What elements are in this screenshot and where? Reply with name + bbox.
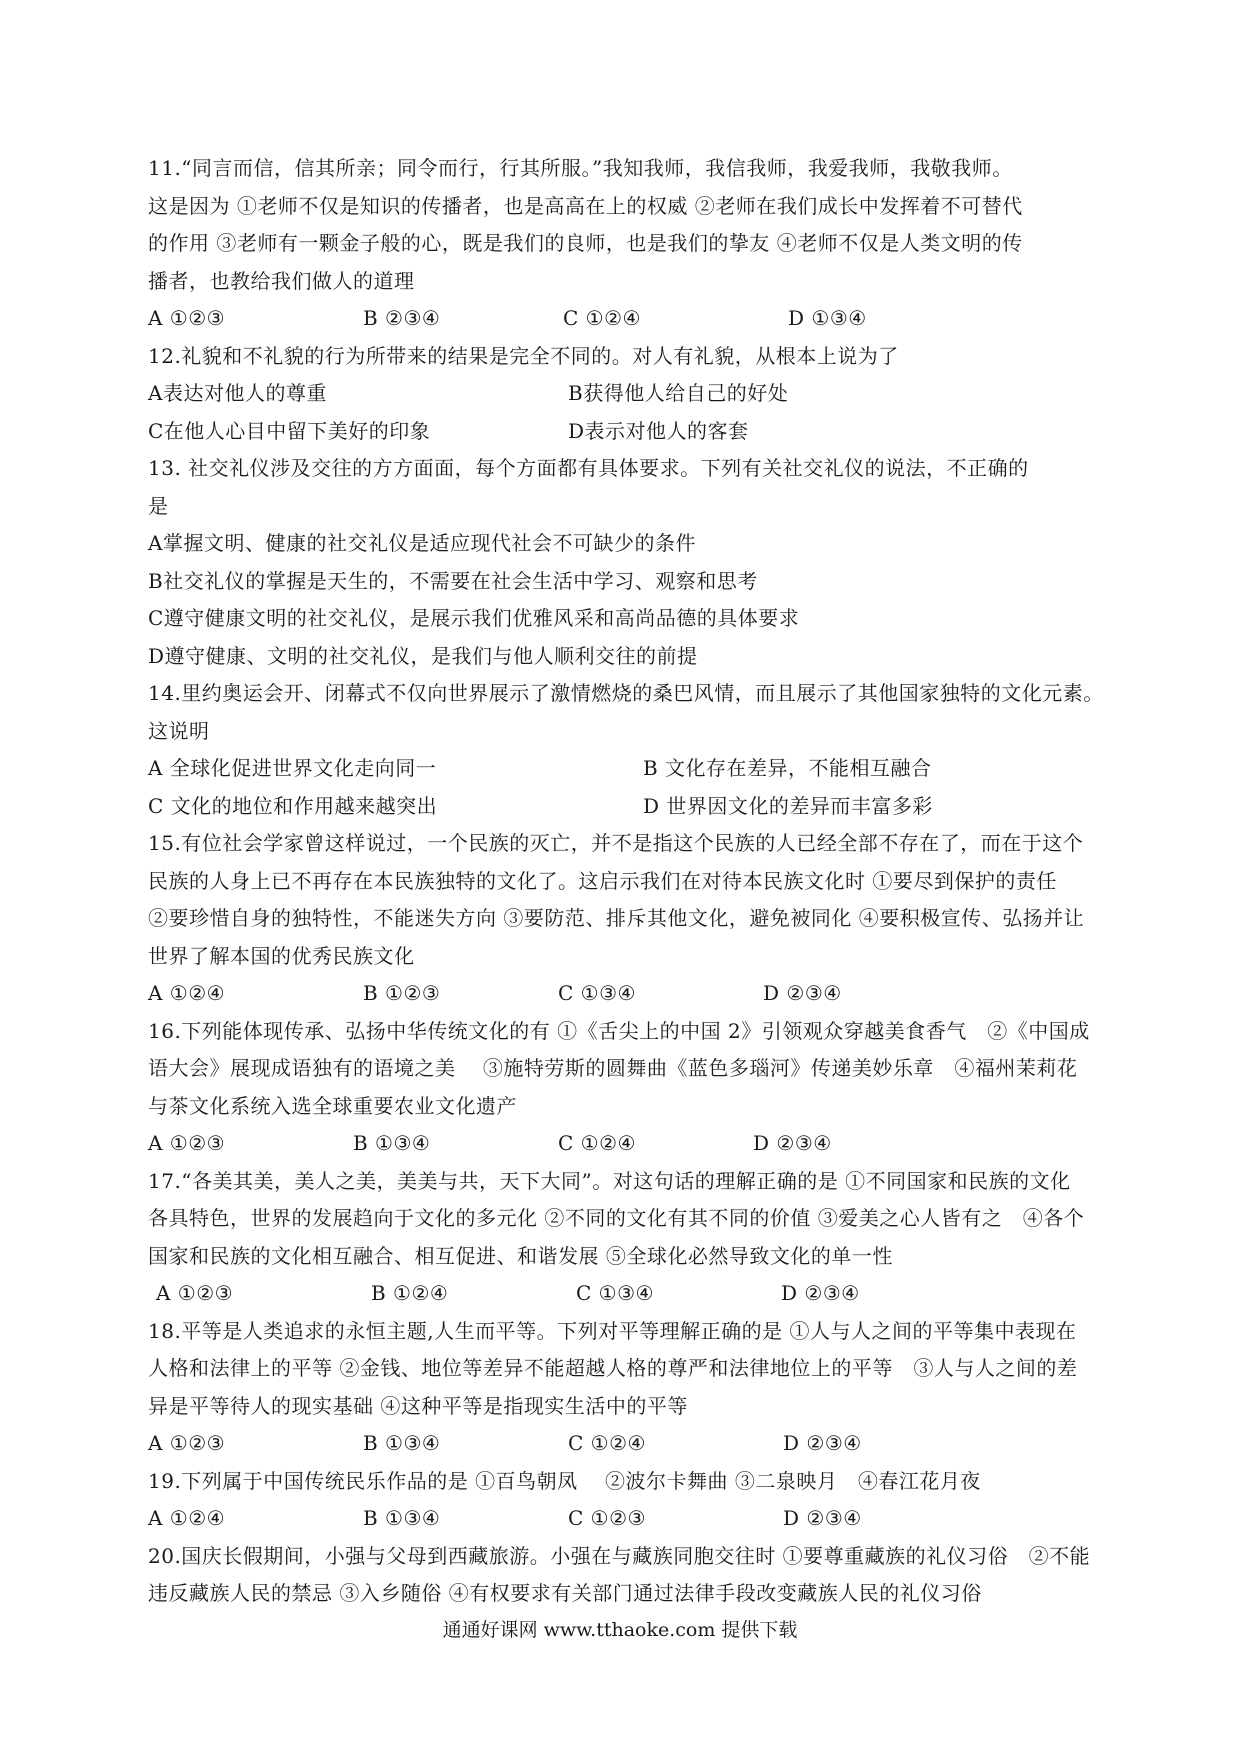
question-12-options-row-2	[148, 413, 1098, 451]
option-c: C ①③④	[576, 1281, 654, 1305]
question-17	[148, 1163, 1098, 1313]
question-12-options-row-1	[148, 375, 1098, 413]
question-20-line-2: 违反藏族人民的禁忌 ③入乡随俗 ④有权要求有关部门通过法律手段改变藏族人民的礼仪习俗	[148, 1581, 982, 1605]
question-18	[148, 1313, 1098, 1463]
option-a: A掌握文明、健康的社交礼仪是适应现代社会不可缺少的条件	[148, 531, 696, 555]
question-18-line-3: 异是平等待人的现实基础 ④这种平等是指现实生活中的平等	[148, 1393, 688, 1418]
question-17-options	[148, 1275, 1098, 1313]
question-17-line-2: 各具特色，世界的发展趋向于文化的多元化 ②不同的文化有其不同的价值 ③爱美之心人皆有之 ④各个	[148, 1206, 1085, 1230]
question-14-options-row-1	[148, 750, 1098, 788]
exam-page	[148, 150, 1104, 1613]
question-15-line-4: 世界了解本国的优秀民族文化	[148, 943, 415, 968]
option-b: B 文化存在差异，不能相互融合	[643, 756, 932, 780]
question-16-line-2: 语大会》展现成语独有的语境之美 ③施特劳斯的圆舞曲《蓝色多瑙河》传递美妙乐章 ④福州茉莉花	[148, 1056, 1078, 1080]
question-12	[148, 338, 1098, 451]
question-14	[148, 675, 1104, 825]
question-18-line-1: 18.平等是人类追求的永恒主题,人生而平等。下列对平等理解正确的是 ①人与人之间的平等集中表现在	[148, 1318, 1077, 1343]
option-b: B获得他人给自己的好处	[568, 381, 789, 405]
option-a: A ①②③	[148, 306, 226, 330]
option-a: A表达对他人的尊重	[148, 381, 327, 405]
option-d: D ②③④	[783, 1506, 862, 1530]
question-11-line-3: 的作用 ③老师有一颗金子般的心，既是我们的良师，也是我们的挚友 ④老师不仅是人类文明的传	[148, 231, 1023, 255]
question-13-line-1: 13. 社交礼仪涉及交往的方方面面，每个方面都有具体要求。下列有关社交礼仪的说法，不正确的	[148, 456, 1029, 480]
question-15	[148, 825, 1098, 1013]
option-c: C ①③④	[558, 981, 636, 1005]
question-13	[148, 450, 1098, 675]
option-c: C ①②③	[568, 1506, 646, 1530]
option-c: C ①②④	[558, 1131, 636, 1155]
question-13-line-2: 是	[148, 493, 169, 518]
option-a: A 全球化促进世界文化走向同一	[148, 756, 437, 780]
option-d: D 世界因文化的差异而丰富多彩	[643, 793, 933, 818]
question-11	[148, 150, 1098, 338]
option-a: A ①②④	[148, 1506, 226, 1530]
option-b: B社交礼仪的掌握是天生的，不需要在社会生活中学习、观察和思考	[148, 568, 758, 593]
option-c: C遵守健康文明的社交礼仪，是展示我们优雅风采和高尚品德的具体要求	[148, 606, 800, 630]
question-14-line-2: 这说明	[148, 718, 210, 743]
question-11-options	[148, 300, 1098, 338]
question-20	[148, 1538, 1098, 1613]
option-c: C ①②④	[568, 1431, 646, 1455]
option-d: D ②③④	[783, 1431, 862, 1455]
question-19	[148, 1463, 1098, 1538]
option-a: A ①②④	[148, 981, 226, 1005]
option-a: A ①②③	[156, 1281, 234, 1305]
option-b: B ①③④	[353, 1131, 431, 1155]
question-19-options	[148, 1500, 1098, 1538]
option-d: D ②③④	[781, 1281, 860, 1305]
question-18-options	[148, 1425, 1098, 1463]
question-14-line-1: 14.里约奥运会开、闭幕式不仅向世界展示了激情燃烧的桑巴风情，而且展示了其他国家独特的文化元素。	[148, 681, 1104, 705]
option-b: B ①③④	[363, 1506, 441, 1530]
option-d: D ②③④	[753, 1131, 832, 1155]
option-d: D表示对他人的客套	[568, 418, 749, 443]
question-15-line-2: 民族的人身上已不再存在本民族独特的文化了。这启示我们在对待本民族文化时 ①要尽到保护的责任	[148, 868, 1057, 893]
question-15-line-1: 15.有位社会学家曾这样说过，一个民族的灭亡，并不是指这个民族的人已经全部不存在了，而在于这个	[148, 831, 1084, 855]
question-16-options	[148, 1125, 1098, 1163]
option-c: C ①②④	[563, 306, 641, 330]
question-17-line-3: 国家和民族的文化相互融合、相互促进、和谐发展 ⑤全球化必然导致文化的单一性	[148, 1243, 893, 1268]
question-15-line-3: ②要珍惜自身的独特性，不能迷失方向 ③要防范、排斥其他文化，避免被同化 ④要积极宣传、弘扬并让	[148, 906, 1085, 930]
option-a: A ①②③	[148, 1131, 226, 1155]
question-16-line-1: 16.下列能体现传承、弘扬中华传统文化的有 ①《舌尖上的中国 2》引领观众穿越美食香气 ②《中国成	[148, 1018, 1090, 1043]
option-a: A ①②③	[148, 1431, 226, 1455]
option-d: D ②③④	[763, 981, 842, 1005]
question-11-line-2: 这是因为 ①老师不仅是知识的传播者，也是高高在上的权威 ②老师在我们成长中发挥着不可替代	[148, 193, 1023, 218]
option-c: C 文化的地位和作用越来越突出	[148, 793, 438, 818]
option-b: B ①②③	[363, 981, 441, 1005]
option-d: D ①③④	[788, 306, 867, 330]
option-d: D遵守健康、文明的社交礼仪，是我们与他人顺利交往的前提	[148, 643, 698, 668]
page-footer: 通通好课网 www.tthaoke.com 提供下载	[442, 1619, 798, 1641]
option-b: B ②③④	[363, 306, 441, 330]
question-16	[148, 1013, 1098, 1163]
question-16-line-3: 与茶文化系统入选全球重要农业文化遗产	[148, 1093, 517, 1118]
question-11-line-4: 播者，也教给我们做人的道理	[148, 268, 415, 293]
question-18-line-2: 人格和法律上的平等 ②金钱、地位等差异不能超越人格的尊严和法律地位上的平等 ③人与人之间的差	[148, 1356, 1078, 1380]
question-15-options	[148, 975, 1098, 1013]
question-12-line-1: 12.礼貌和不礼貌的行为所带来的结果是完全不同的。对人有礼貌，从根本上说为了	[148, 343, 899, 368]
question-19-line-1: 19.下列属于中国传统民乐作品的是 ①百鸟朝凤 ②波尔卡舞曲 ③二泉映月 ④春江花月夜	[148, 1468, 981, 1493]
option-c: C在他人心目中留下美好的印象	[148, 418, 431, 443]
question-20-line-1: 20.国庆长假期间，小强与父母到西藏旅游。小强在与藏族同胞交往时 ①要尊重藏族的礼仪习俗 ②不能	[148, 1543, 1091, 1568]
option-b: B ①②④	[371, 1281, 449, 1305]
question-11-line-1: 11.“同言而信，信其所亲；同令而行，行其所服。”我知我师，我信我师，我爱我师，我敬我师。	[148, 156, 1013, 180]
question-14-options-row-2	[148, 788, 1098, 826]
option-b: B ①③④	[363, 1431, 441, 1455]
question-17-line-1: 17.“各美其美，美人之美，美美与共，天下大同”。对这句话的理解正确的是 ①不同国家和民族的文化	[148, 1168, 1071, 1193]
